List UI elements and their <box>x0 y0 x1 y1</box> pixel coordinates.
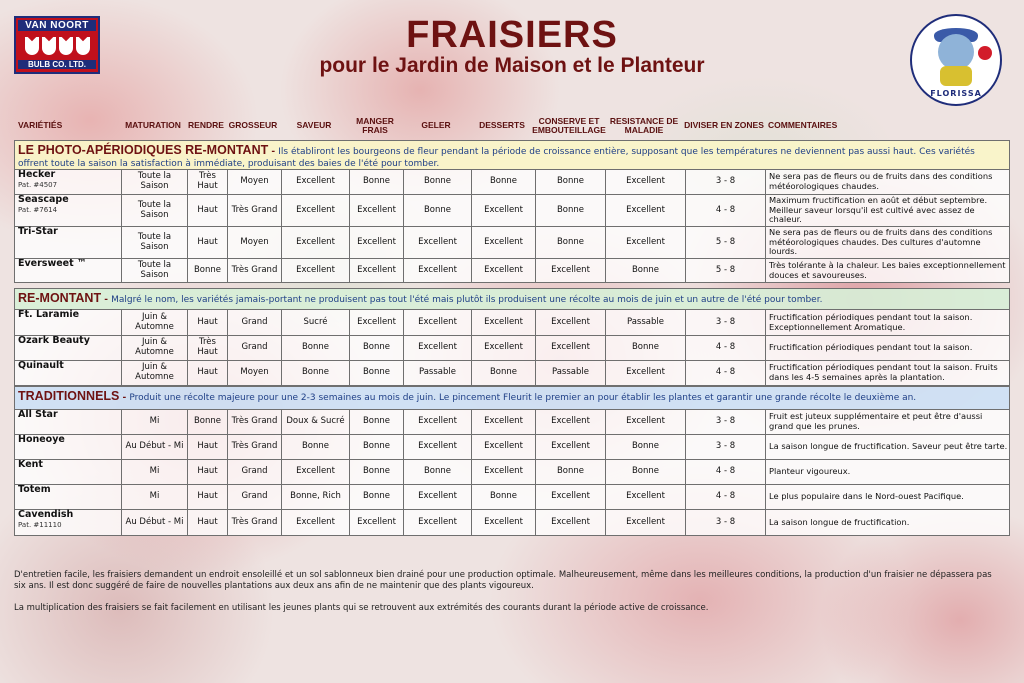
logo-bottom-text: BULB CO. LTD. <box>18 60 96 69</box>
section-header <box>15 141 1009 169</box>
value-cell: Excellent <box>535 336 605 360</box>
value-cell: Très Grand <box>227 435 281 459</box>
value-cell: Juin & Automne <box>121 361 187 385</box>
comment-cell: Ne sera pas de fleurs ou de fruits dans des conditions météorologiques chaudes. <box>765 170 1011 194</box>
value-cell: Excellent <box>471 259 535 282</box>
value-cell: Juin & Automne <box>121 336 187 360</box>
value-cell: Très Haut <box>187 336 227 360</box>
value-cell: Mi <box>121 485 187 509</box>
table-row <box>15 335 1009 360</box>
value-cell: Excellent <box>605 227 685 258</box>
value-cell: Excellent <box>471 195 535 226</box>
value-cell: Bonne <box>349 435 403 459</box>
value-cell: Très Grand <box>227 510 281 535</box>
value-cell: Bonne <box>349 410 403 434</box>
comment-cell: Fruit est juteux supplémentaire et peut être d'aussi grand que les prunes. <box>765 410 1011 434</box>
footer-paragraph: D'entretien facile, les fraisiers demandent un endroit ensoleillé et un sol sablonneux bien drainé pour une production optimale. Malheureusement, même dans les meilleures conditions, la production d'un fraisier ne dépassera pas six ans. Il est donc suggéré de faire de nouvelles plantations aux deux ans afin de ne maintenir que des plants vigoureux. <box>14 570 992 592</box>
value-cell: Excellent <box>605 361 685 385</box>
value-cell: Haut <box>187 460 227 484</box>
value-cell: Excellent <box>605 170 685 194</box>
value-cell: Excellent <box>535 259 605 282</box>
value-cell: Bonne <box>349 485 403 509</box>
page-title: FRAISIERS <box>406 14 618 56</box>
variety-name: Hecker <box>18 169 56 180</box>
value-cell: Excellent <box>471 227 535 258</box>
column-header: DIVISER EN ZONES <box>684 120 764 131</box>
variety-name: All Star <box>18 409 58 420</box>
table-row <box>15 309 1009 335</box>
value-cell: Bonne <box>349 336 403 360</box>
florissa-badge <box>910 14 1002 106</box>
page-subtitle: pour le Jardin de Maison et le Planteur <box>319 54 705 77</box>
value-cell: Excellent <box>535 485 605 509</box>
separator: - <box>101 295 112 305</box>
value-cell: Excellent <box>349 510 403 535</box>
value-cell: Excellent <box>605 410 685 434</box>
value-cell: Au Début - Mi <box>121 510 187 535</box>
variety-cell <box>15 310 121 335</box>
value-cell: Bonne <box>281 435 349 459</box>
value-cell: Excellent <box>403 435 471 459</box>
table-row <box>15 226 1009 258</box>
value-cell: Excellent <box>349 227 403 258</box>
table-row <box>15 459 1009 484</box>
comment-cell: Fructification périodiques pendant tout la saison. Exceptionnellement Aromatique. <box>765 310 1011 335</box>
variety-cell <box>15 510 121 535</box>
value-cell: Excellent <box>605 510 685 535</box>
variety-name: Eversweet ™ <box>18 258 87 269</box>
value-cell: Excellent <box>471 310 535 335</box>
value-cell: Moyen <box>227 170 281 194</box>
value-cell: Excellent <box>403 227 471 258</box>
value-cell: Excellent <box>605 485 685 509</box>
variety-name: Ft. Laramie <box>18 309 80 320</box>
comment-cell: Planteur vigoureux. <box>765 460 1011 484</box>
value-cell: Grand <box>227 310 281 335</box>
value-cell: 4 - 8 <box>685 460 765 484</box>
variety-cell <box>15 227 121 258</box>
column-header: RENDRE <box>188 120 224 131</box>
column-headers <box>14 112 1010 140</box>
column-header: COMMENTAIRES <box>768 120 838 131</box>
value-cell: Toute la Saison <box>121 259 187 282</box>
value-cell: Excellent <box>403 410 471 434</box>
variety-section <box>14 288 1010 386</box>
value-cell: Haut <box>187 195 227 226</box>
value-cell: 4 - 8 <box>685 361 765 385</box>
value-cell: Grand <box>227 460 281 484</box>
separator: - <box>119 393 130 403</box>
patent-number: Pat. #7614 <box>18 205 58 214</box>
table-row <box>15 258 1009 282</box>
variety-name: Cavendish <box>18 509 74 520</box>
value-cell: Bonne <box>403 195 471 226</box>
value-cell: Bonne <box>349 460 403 484</box>
column-header: MANGER FRAIS <box>356 115 394 135</box>
variety-name: Tri-Star <box>18 226 58 237</box>
section-title: TRADITIONNELS <box>18 389 120 403</box>
value-cell: Bonne <box>605 435 685 459</box>
variety-name: Seascape <box>18 194 69 205</box>
value-cell: Bonne <box>605 259 685 282</box>
variety-cell <box>15 170 121 194</box>
section-header <box>15 289 1009 309</box>
value-cell: Haut <box>187 227 227 258</box>
value-cell: Excellent <box>349 310 403 335</box>
value-cell: Haut <box>187 485 227 509</box>
value-cell: Excellent <box>605 195 685 226</box>
value-cell: Bonne, Rich <box>281 485 349 509</box>
value-cell: Bonne <box>403 460 471 484</box>
column-header: GROSSEUR <box>228 120 278 131</box>
value-cell: 5 - 8 <box>685 227 765 258</box>
value-cell: 5 - 8 <box>685 259 765 282</box>
value-cell: Moyen <box>227 361 281 385</box>
table-row <box>15 409 1009 434</box>
value-cell: Excellent <box>403 485 471 509</box>
section-header <box>15 387 1009 409</box>
variety-section <box>14 140 1010 283</box>
value-cell: Doux & Sucré <box>281 410 349 434</box>
section-description: Ils établiront les bourgeons de fleur pendant la période de croissance entière, supposant que les températures ne deviennent pas aussi haut. Ces variétés offrent toute la saison la satisfaction à immédiate, produisant des baies de l'été pour tomber. <box>18 147 975 169</box>
value-cell: Au Début - Mi <box>121 435 187 459</box>
comment-cell: Le plus populaire dans le Nord-ouest Pacifique. <box>765 485 1011 509</box>
value-cell: 3 - 8 <box>685 410 765 434</box>
value-cell: Moyen <box>227 227 281 258</box>
value-cell: Excellent <box>403 259 471 282</box>
variety-cell <box>15 259 121 282</box>
value-cell: 3 - 8 <box>685 310 765 335</box>
variety-name: Quinault <box>18 360 64 371</box>
variety-cell <box>15 485 121 509</box>
value-cell: Bonne <box>605 336 685 360</box>
value-cell: 3 - 8 <box>685 510 765 535</box>
variety-cell <box>15 460 121 484</box>
table-row <box>15 434 1009 459</box>
value-cell: 4 - 8 <box>685 195 765 226</box>
comment-cell: Fructification périodiques pendant tout la saison. Fruits dans les 4-5 semaines après la plantation. <box>765 361 1011 385</box>
value-cell: Excellent <box>471 460 535 484</box>
value-cell: Très Grand <box>227 410 281 434</box>
value-cell: 3 - 8 <box>685 170 765 194</box>
table-row <box>15 509 1009 535</box>
value-cell: Excellent <box>281 259 349 282</box>
value-cell: Bonne <box>605 460 685 484</box>
variety-cell <box>15 410 121 434</box>
value-cell: Excellent <box>471 435 535 459</box>
value-cell: Grand <box>227 336 281 360</box>
comment-cell: La saison longue de fructification. Saveur peut être tarte. <box>765 435 1011 459</box>
value-cell: Bonne <box>535 195 605 226</box>
value-cell: Mi <box>121 460 187 484</box>
comment-cell: Maximum fructification en août et début septembre. Meilleur saveur lorsqu'il est cultivé avec assez de chaleur. <box>765 195 1011 226</box>
value-cell: Haut <box>187 361 227 385</box>
value-cell: Haut <box>187 510 227 535</box>
value-cell: 4 - 8 <box>685 485 765 509</box>
variety-cell <box>15 361 121 385</box>
value-cell: Sucré <box>281 310 349 335</box>
variety-name: Kent <box>18 459 43 470</box>
value-cell: Passable <box>535 361 605 385</box>
variety-name: Totem <box>18 484 51 495</box>
badge-text: FLORISSA <box>930 89 982 98</box>
value-cell: Juin & Automne <box>121 310 187 335</box>
value-cell: 3 - 8 <box>685 435 765 459</box>
column-header: RESISTANCE DE MALADIE <box>609 115 679 135</box>
value-cell: Excellent <box>281 227 349 258</box>
value-cell: Toute la Saison <box>121 227 187 258</box>
separator: - <box>268 147 279 157</box>
table-row <box>15 360 1009 385</box>
variety-cell <box>15 336 121 360</box>
section-title: LE PHOTO-APÉRIODIQUES RE-MONTANT <box>18 143 269 157</box>
value-cell: Excellent <box>349 259 403 282</box>
footer-notes <box>14 570 1004 624</box>
value-cell: Toute la Saison <box>121 195 187 226</box>
section-description: Produit une récolte majeure pour une 2-3 semaines au mois de juin. Le pincement Fleurit le premier an pour établir les plantes et garantir une grande récolte le deuxième an. <box>129 393 917 403</box>
value-cell: Excellent <box>471 510 535 535</box>
value-cell: Excellent <box>471 336 535 360</box>
footer-paragraph: La multiplication des fraisiers se fait facilement en utilisant les jeunes plants qui se retrouvent aux extrémités des courants durant la période active de croissance. <box>14 602 709 613</box>
value-cell: Bonne <box>349 170 403 194</box>
value-cell: Bonne <box>349 361 403 385</box>
value-cell: 4 - 8 <box>685 336 765 360</box>
value-cell: Passable <box>605 310 685 335</box>
comment-cell: Fructification périodiques pendant tout la saison. <box>765 336 1011 360</box>
section-title: RE-MONTANT <box>18 291 102 305</box>
variety-name: Honeoye <box>18 434 65 445</box>
variety-section <box>14 386 1010 536</box>
value-cell: Bonne <box>281 361 349 385</box>
value-cell: Excellent <box>281 460 349 484</box>
column-header: MATURATION <box>125 120 181 131</box>
variety-cell <box>15 195 121 226</box>
value-cell: Bonne <box>187 259 227 282</box>
table-row <box>15 484 1009 509</box>
value-cell: Excellent <box>403 310 471 335</box>
value-cell: Passable <box>403 361 471 385</box>
value-cell: Excellent <box>535 310 605 335</box>
value-cell: Excellent <box>471 410 535 434</box>
patent-number: Pat. #4507 <box>18 180 58 189</box>
section-description: Malgré le nom, les variétés jamais-portant ne produisent pas tout l'été mais plutôt ils produisent une récolte au mois de juin et un autre de l'été pour tomber. <box>111 295 823 305</box>
value-cell: Grand <box>227 485 281 509</box>
value-cell: Bonne <box>535 170 605 194</box>
value-cell: Bonne <box>403 170 471 194</box>
value-cell: Toute la Saison <box>121 170 187 194</box>
value-cell: Excellent <box>535 410 605 434</box>
value-cell: Excellent <box>403 510 471 535</box>
value-cell: Très Grand <box>227 259 281 282</box>
value-cell: Bonne <box>187 410 227 434</box>
column-header: VARIÉTIÉS <box>18 120 63 131</box>
value-cell: Haut <box>187 310 227 335</box>
value-cell: Excellent <box>535 510 605 535</box>
value-cell: Bonne <box>535 227 605 258</box>
value-cell: Bonne <box>471 170 535 194</box>
value-cell: Excellent <box>349 195 403 226</box>
value-cell: Très Haut <box>187 170 227 194</box>
value-cell: Excellent <box>535 435 605 459</box>
table-row <box>15 194 1009 226</box>
table-row <box>15 169 1009 194</box>
value-cell: Excellent <box>281 170 349 194</box>
column-header: SAVEUR <box>296 120 332 131</box>
column-header: GELER <box>421 120 451 131</box>
value-cell: Très Grand <box>227 195 281 226</box>
variety-name: Ozark Beauty <box>18 335 90 346</box>
column-header: DESSERTS <box>479 120 525 131</box>
value-cell: Excellent <box>281 195 349 226</box>
value-cell: Bonne <box>471 485 535 509</box>
value-cell: Haut <box>187 435 227 459</box>
logo-top-text: VAN NOORT <box>18 20 96 31</box>
value-cell: Mi <box>121 410 187 434</box>
variety-cell <box>15 435 121 459</box>
column-header: CONSERVE ET EMBOUTEILLAGE <box>532 115 606 135</box>
value-cell: Excellent <box>403 336 471 360</box>
comment-cell: La saison longue de fructification. <box>765 510 1011 535</box>
comment-cell: Très tolérante à la chaleur. Les baies exceptionnellement douces et savoureuses. <box>765 259 1011 282</box>
patent-number: Pat. #11110 <box>18 520 62 529</box>
value-cell: Excellent <box>281 510 349 535</box>
value-cell: Bonne <box>281 336 349 360</box>
comment-cell: Ne sera pas de fleurs ou de fruits dans des conditions météorologiques chaudes. Des cultures d'automne lourds. <box>765 227 1011 258</box>
value-cell: Bonne <box>535 460 605 484</box>
value-cell: Bonne <box>471 361 535 385</box>
